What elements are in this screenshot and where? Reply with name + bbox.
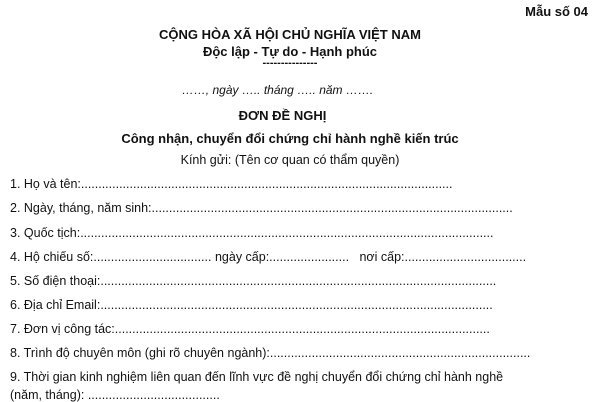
- field-passport: [10, 250, 526, 264]
- field-nationality: [10, 226, 493, 240]
- motto: Độc lập - Tự do - Hạnh phúc: [202, 44, 378, 59]
- fill-in-blank: ..................................................................................................................: [100, 274, 497, 288]
- fill-in-blank: .......................................................................................................................: [80, 226, 494, 240]
- fill-in-blank: ......................................: [84, 388, 220, 402]
- field-label: 5. Số điện thoại:: [10, 274, 101, 288]
- field-label: 3. Quốc tịch:: [10, 226, 81, 240]
- document-subtitle: Công nhận, chuyển đổi chứng chỉ hành nghề kiến trúc: [121, 131, 459, 146]
- field-full-name: [10, 177, 452, 191]
- fill-in-blank: ...........................................................................................................: [80, 177, 453, 191]
- field-date-of-birth: [10, 201, 513, 215]
- field-label-issue-date: ngày cấp:: [211, 250, 270, 264]
- form-number: Mẫu số 04: [525, 4, 588, 19]
- fill-in-blank: ............................................................................................................: [114, 322, 490, 336]
- fill-in-blank: ..................................: [93, 250, 212, 264]
- fill-in-blank: ........................................................................................................: [151, 201, 513, 215]
- field-qualification: [10, 346, 530, 360]
- fill-in-blank: ...................................: [404, 250, 527, 264]
- national-title: CỘNG HÒA XÃ HỘI CHỦ NGHĨA VIỆT NAM: [159, 27, 421, 42]
- motto-underline: ---------------: [262, 57, 318, 69]
- date-line: ……, ngày ….. tháng ….. năm …….: [181, 83, 374, 97]
- field-label: 1. Họ và tên:: [10, 177, 81, 191]
- fill-in-blank: .......................: [269, 250, 350, 264]
- fill-in-blank: ...........................................................................: [269, 346, 531, 360]
- field-label: 7. Đơn vị công tác:: [10, 322, 115, 336]
- field-workplace: [10, 322, 490, 336]
- field-label-issue-place: nơi cấp:: [349, 250, 405, 264]
- field-label: 9. Thời gian kinh nghiệm liên quan đến lĩnh vực đề nghị chuyển đổi chứng chỉ hành nghề: [10, 370, 504, 384]
- field-phone: [10, 274, 496, 288]
- fill-in-blank: .................................................................................................................: [100, 298, 493, 312]
- field-label: 6. Địa chỉ Email:: [10, 298, 101, 312]
- field-email: [10, 298, 493, 312]
- recipient-line: Kính gửi: (Tên cơ quan có thẩm quyền): [180, 153, 400, 167]
- field-label: (năm, tháng):: [10, 388, 85, 402]
- field-label: 2. Ngày, tháng, năm sinh:: [10, 201, 152, 215]
- field-label: 4. Hộ chiếu số:: [10, 250, 94, 264]
- field-label: 8. Trình độ chuyên môn (ghi rõ chuyên ngành):: [10, 346, 270, 360]
- document-title: ĐƠN ĐỀ NGHỊ: [238, 108, 327, 123]
- field-experience: [10, 370, 503, 384]
